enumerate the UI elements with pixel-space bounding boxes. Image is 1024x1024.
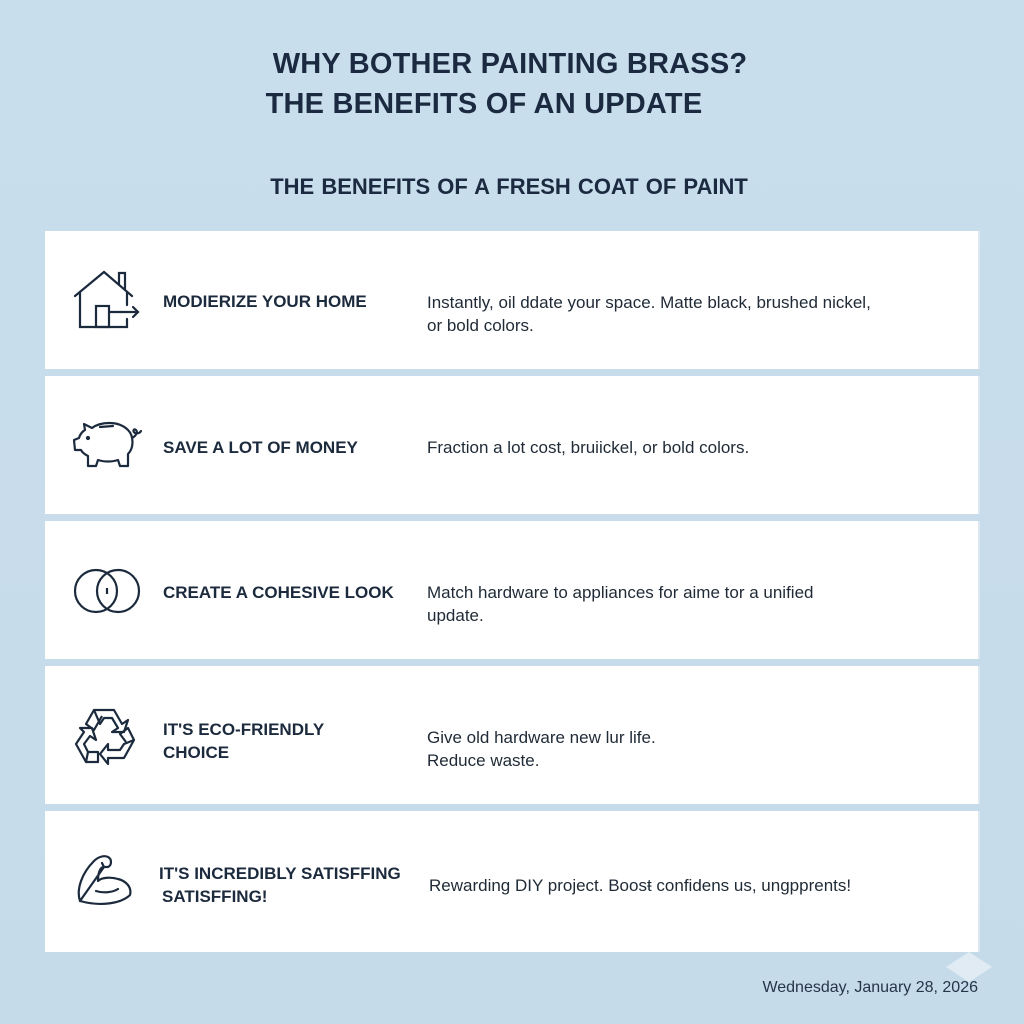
benefit-description: Match hardware to appliances for aime tor a unified update.: [427, 583, 814, 625]
section-subtitle: THE BENEFITS OF A FRESH COAT OF PAINT: [270, 174, 748, 199]
benefit-label: MODIERIZE YOUR HOME: [163, 292, 367, 311]
footer-date: Wednesday, January 28, 2026: [762, 979, 978, 996]
recycle-icon: [72, 704, 144, 766]
benefit-description: Give old hardware new lur life. Reduce waste.: [427, 728, 656, 770]
benefit-card-eco-friendly: [45, 666, 980, 804]
benefit-description: Fraction a lot cost, bruiickel, or bold colors.: [427, 438, 750, 457]
benefit-label: IT'S INCREDIBLY SATISFFING SATISFFING!: [159, 864, 401, 906]
page-title: [0, 44, 1024, 124]
flexed-arm-icon: [72, 849, 144, 911]
benefit-label: IT'S ECO-FRIENDLY CHOICE: [163, 720, 325, 762]
benefit-description: Rewarding DIY project. Boosŧ confidens us, ungpprents!: [429, 876, 852, 895]
benefit-description: Instantly, oil ddate your space. Matte black, brushed nickel, or bold colors.: [427, 293, 871, 335]
benefit-label: CREATE A COHESIVE LOOK: [163, 583, 394, 602]
house-arrow-icon: [72, 269, 144, 331]
benefit-label: SAVE A LOT OF MONEY: [163, 438, 358, 457]
benefit-card-cohesive-look: [45, 521, 980, 659]
interlocking-circles-icon: [72, 559, 144, 621]
benefit-card-satisfying: [45, 811, 980, 952]
title-line-2: THE BENEFITS OF AN UPDATE: [265, 88, 703, 120]
title-line-1: WHY BOTHER PAINTING BRASS?: [272, 48, 748, 80]
benefit-card-modernize: [45, 231, 980, 369]
benefits-list: [45, 231, 980, 959]
piggy-bank-icon: [72, 414, 144, 476]
benefit-card-save-money: [45, 376, 980, 514]
